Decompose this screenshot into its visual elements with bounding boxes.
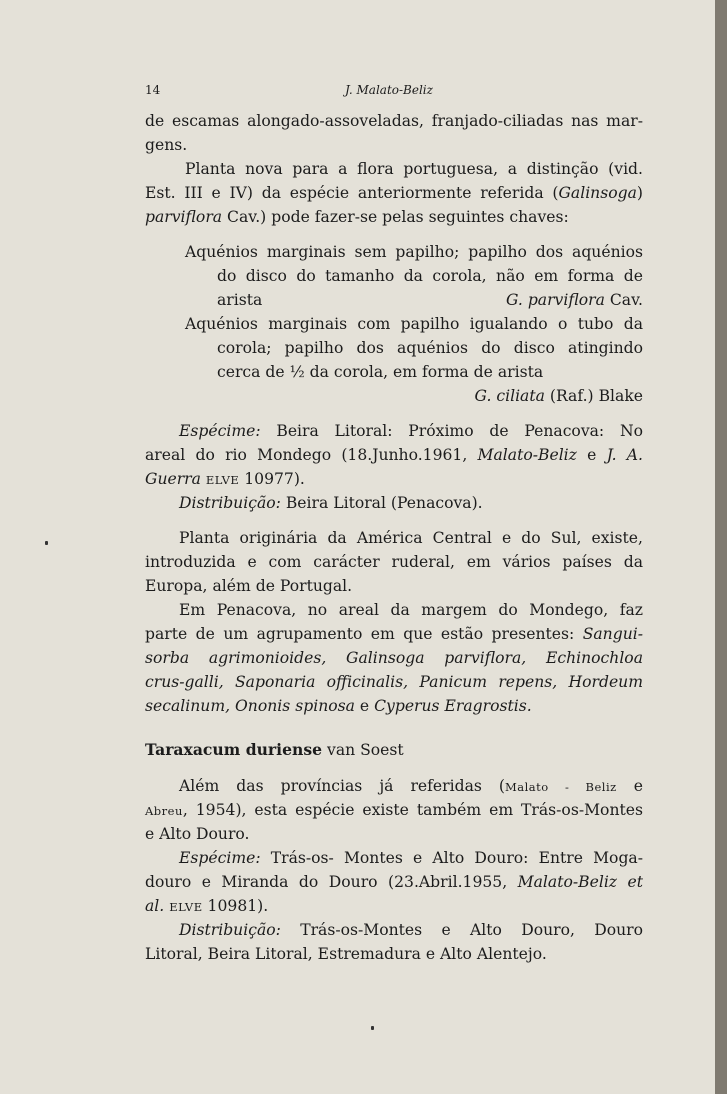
key-line: corola; papilho dos aquénios do disco atingindo: [217, 339, 643, 357]
text-line: Planta nova para a flora portuguesa, a distinção (vid.: [185, 160, 643, 178]
text-line: al. ELVE 10981).: [145, 897, 269, 915]
text-line: Além das províncias já referidas (Malato - Beliz e: [179, 777, 643, 795]
key-line: do disco do tamanho da corola, não em forma de: [217, 267, 643, 285]
text-line: parte de um agrupamento em que estão presentes: Sangui-: [145, 625, 643, 643]
text-line: sorba agrimonioides, Galinsoga parviflora, Echinochloa: [145, 649, 643, 667]
running-head: J. Malato-Beliz: [345, 83, 433, 97]
text-line: Em Penacova, no areal da margem do Mondego, faz: [179, 601, 643, 619]
text-line: Abreu, 1954), esta espécie existe também em Trás-os-Montes: [145, 801, 643, 819]
text-line: Planta originária da América Central e do Sul, existe,: [179, 529, 643, 547]
text-line: Europa, além de Portugal.: [145, 577, 353, 595]
section-heading: Taraxacum duriense van Soest: [145, 740, 404, 759]
speck-mark: [371, 1026, 374, 1030]
text-line: areal do rio Mondego (18.Junho.1961, Malato-Beliz e J. A.: [145, 446, 643, 464]
text-line: Espécime: Trás-os- Montes e Alto Douro: Entre Moga-: [179, 849, 643, 867]
text-line: Guerra ELVE 10977).: [145, 470, 305, 488]
text-line: Distribuição: Trás-os-Montes e Alto Douro, Douro: [179, 921, 643, 939]
text-line: introduzida e com carácter ruderal, em vários países da: [145, 553, 643, 571]
text-line: Est. III e IV) da espécie anteriormente referida (Galinsoga): [145, 184, 643, 202]
text-line: gens.: [145, 136, 188, 154]
text-line: e Alto Douro.: [145, 825, 250, 843]
page-number: 14: [145, 83, 161, 97]
key-line: arista G. parviflora Cav.: [217, 291, 643, 309]
key-line: cerca de ½ da corola, em forma de arista: [217, 363, 544, 381]
text-line: douro e Miranda do Douro (23.Abril.1955, Malato-Beliz et: [145, 873, 643, 891]
text-line: de escamas alongado-assoveladas, franjado-ciliadas nas mar-: [145, 112, 643, 130]
text-line: Distribuição: Beira Litoral (Penacova).: [179, 494, 483, 512]
page-edge: [715, 0, 727, 1094]
key-line: Aquénios marginais com papilho igualando o tubo da: [185, 315, 643, 333]
text-line: crus-galli, Saponaria officinalis, Panicum repens, Hordeum: [145, 673, 643, 691]
speck-mark: [45, 541, 48, 545]
text-line: Litoral, Beira Litoral, Estremadura e Alto Alentejo.: [145, 945, 547, 963]
key-line: Aquénios marginais sem papilho; papilho dos aquénios: [185, 243, 643, 261]
text-line: parviflora Cav.) pode fazer-se pelas seguintes chaves:: [145, 208, 569, 226]
key-line: G. ciliata (Raf.) Blake: [474, 387, 643, 405]
text-line: Espécime: Beira Litoral: Próximo de Penacova: No: [179, 422, 643, 440]
text-line: secalinum, Ononis spinosa e Cyperus Eragrostis.: [145, 697, 532, 715]
